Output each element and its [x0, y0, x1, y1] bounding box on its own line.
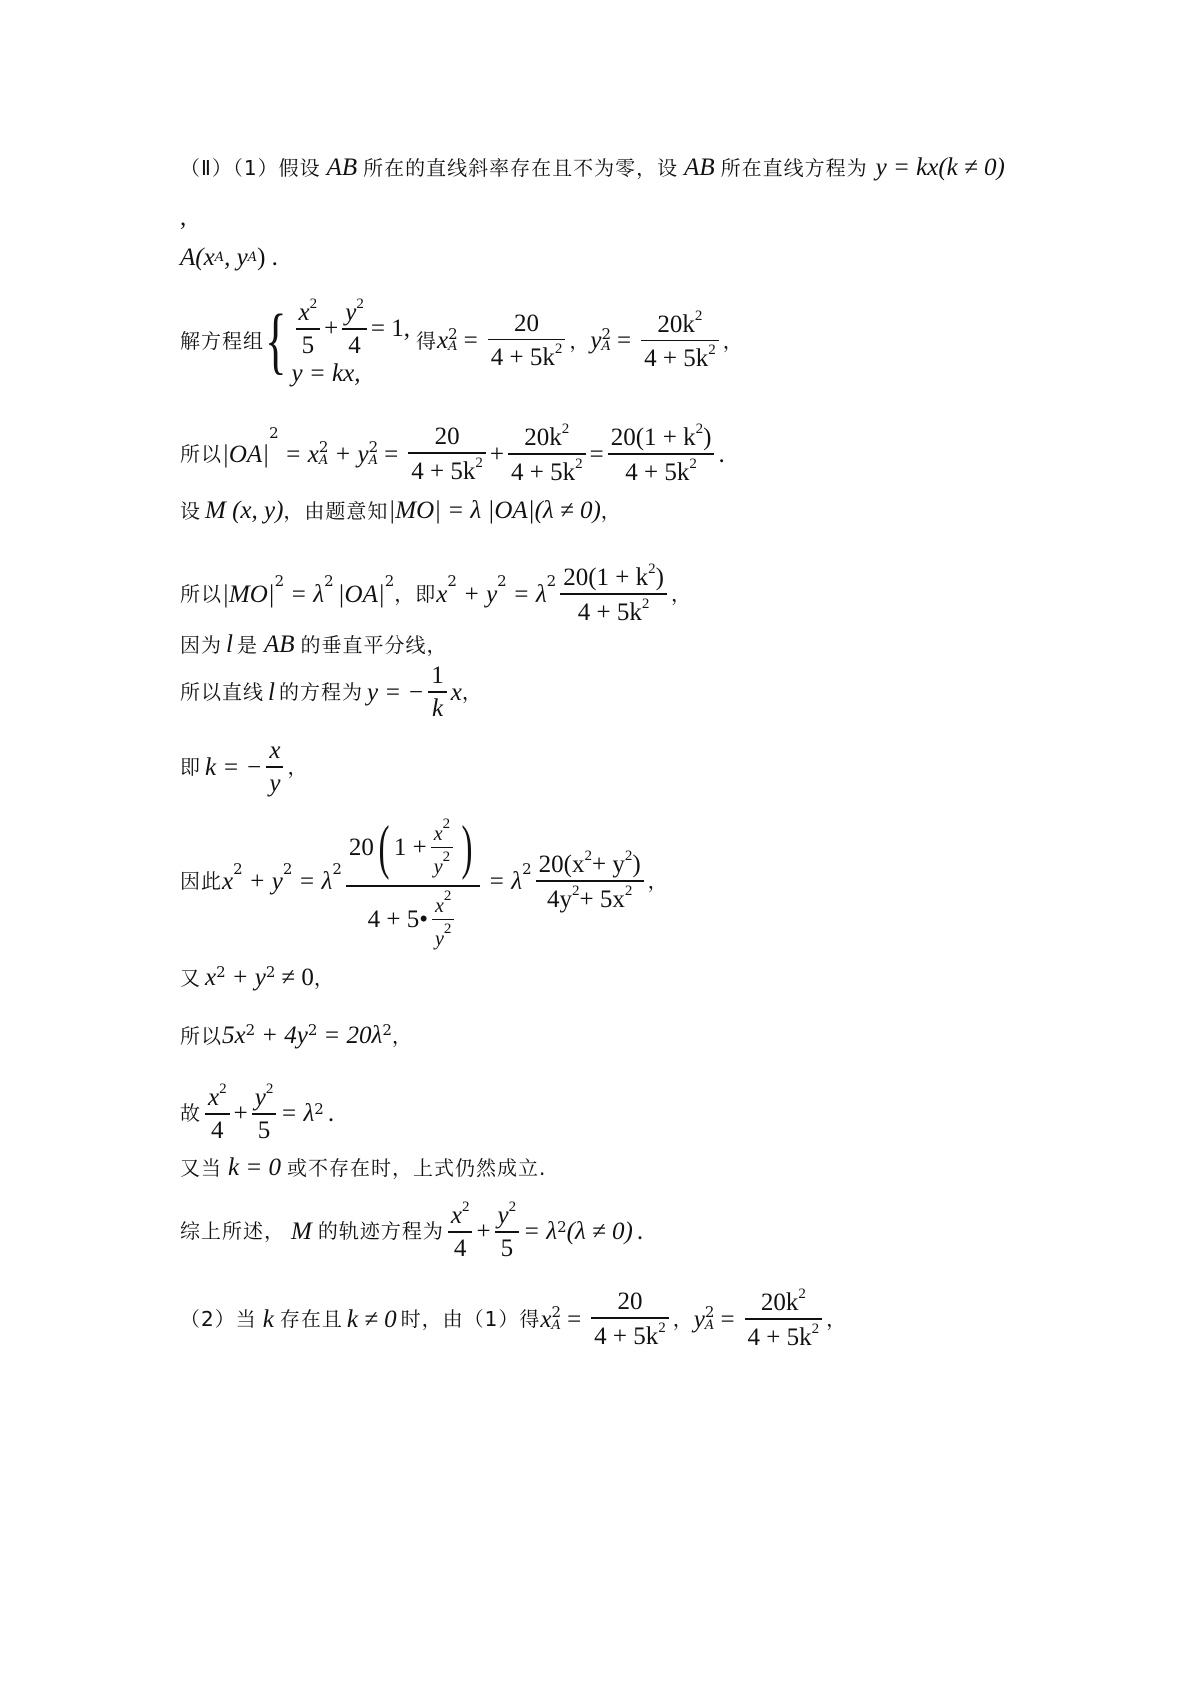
text: ，即: [394, 582, 437, 606]
line-9: [180, 660, 483, 724]
math: y = kx,: [291, 360, 361, 387]
fraction: $\frac{y^2}{5}$: [252, 1080, 277, 1146]
math: + y: [462, 580, 498, 608]
line-3: [180, 245, 278, 270]
text: ，: [313, 965, 335, 990]
text: 因此: [180, 869, 222, 893]
math: l: [268, 678, 275, 706]
line-14: 故 $\frac{x^2}{4}$ + $\frac{y^2}{5}$ = λ 2 .: [180, 1080, 334, 1146]
fraction: $\frac{20(x^2+ y^2)}{4y^2+ 5x^2}$: [536, 847, 644, 915]
text: 解方程组: [180, 328, 264, 353]
fraction: $\frac{x^2}{4}$: [205, 1080, 230, 1146]
math: .: [718, 440, 725, 468]
line-1: [180, 155, 1005, 180]
text: ，: [826, 1307, 848, 1331]
math: =: [567, 1305, 582, 1333]
text: 所以: [180, 582, 222, 606]
math-equation: y = kx(k ≠ 0): [875, 154, 1005, 181]
math: .: [327, 1099, 335, 1127]
text: 的垂直平分线，: [300, 632, 448, 657]
text: ,: [180, 204, 187, 231]
text: 所以直线: [180, 680, 264, 704]
fraction: $\frac{20(1 + k^2)}{4 + 5k^2}$: [560, 560, 667, 628]
line-15: [180, 1155, 546, 1180]
math: = λ: [488, 867, 523, 895]
text: ，: [670, 582, 692, 606]
fraction: $\frac{y^2}{5}$: [495, 1198, 520, 1264]
math: =: [617, 327, 632, 354]
math: x: [540, 1305, 552, 1333]
math: k = 0: [228, 1154, 281, 1181]
math: |OA|: [222, 440, 270, 468]
text: 的方程为: [278, 680, 363, 704]
text: 存在且: [279, 1307, 343, 1331]
fraction: $\frac{20k^2}{4 + 5k^2}$: [745, 1285, 823, 1353]
text: ，: [722, 328, 744, 353]
text: 所在直线方程为: [720, 155, 868, 180]
text: 时，由（1）得: [400, 1307, 541, 1331]
fraction: $\frac{20k^2}{4 + 5k^2}$: [508, 420, 586, 488]
line-12: 又 x 2 + y 2 ≠ 0 ，: [180, 963, 335, 991]
math: AB: [684, 154, 715, 181]
math: = 1,: [370, 314, 410, 342]
math: + 4y: [261, 1022, 308, 1049]
math: +: [476, 1217, 491, 1245]
fraction: $\frac{20(1 + k^2)}{4 + 5k^2}$: [608, 420, 715, 488]
math: x: [436, 580, 448, 608]
math: ≠ 0: [281, 964, 314, 991]
equation-system: $\frac{x^2}{5}$ + $\frac{y^2}{4}$ = 1, y = kx,: [291, 296, 410, 387]
math: +: [233, 1099, 248, 1127]
text: 得: [415, 328, 437, 353]
line-8: [180, 632, 448, 657]
fraction: $\frac{x^2}{4}$: [448, 1198, 473, 1264]
math: M (x, y): [205, 497, 284, 524]
line-16: 综上所述， M 的轨迹方程为 $\frac{x^2}{4}$ + $\frac{y^2}{5}$ = λ 2 (λ ≠ 0) .: [180, 1198, 643, 1264]
math: x: [450, 678, 462, 706]
complex-fraction: 20 ( 1 + $\frac{x^2}{y^2}$ ) 4 + 5• $\frac{x^2}{y^2}$: [346, 810, 480, 952]
text: 因为: [180, 632, 222, 657]
math: AB: [326, 154, 358, 181]
fraction: $\frac{x}{y}$: [266, 735, 283, 799]
math: M: [291, 1217, 312, 1245]
math: = λ: [523, 1217, 558, 1245]
math: k ≠ 0: [346, 1305, 397, 1333]
text: 故: [180, 1101, 201, 1125]
line-2: [180, 205, 186, 230]
text: 又当: [180, 1155, 222, 1180]
math: y: [693, 1305, 705, 1333]
text: 又: [180, 965, 201, 990]
fraction: $\frac{20}{4 + 5k^2}$: [591, 1286, 669, 1352]
line-4: 解方程组 { $\frac{x^2}{5}$ + $\frac{y^2}{4}$ = 1, y = kx, 得 x 2 A = $\frac{20}{4 + 5k^2}$ ， y 2 A = $\frac{20k^2}{4 + 5k^2}$ ，: [180, 296, 744, 387]
math: |MO| = λ |OA|(λ ≠ 0): [388, 497, 601, 524]
math: k: [262, 1305, 274, 1333]
fraction: $\frac{20k^2}{4 + 5k^2}$: [641, 307, 719, 375]
line-17: （2）当 k 存在且 k ≠ 0 时，由（1）得 x 2 A = $\frac{20}{4 + 5k^2}$ ， y 2 A = $\frac{20k^2}{4 + 5k^2}$ ，: [180, 1285, 847, 1353]
math: =: [720, 1305, 735, 1333]
text: ，由题意知: [283, 498, 389, 523]
line-11: 因此 x 2 + y 2 = λ 2 20 ( 1 + $\frac{x^2}{y^2}$ ) 4 + 5• $\frac{x^2}{y^2}$ = λ 2 $\frac{20(x^2+ y^2)}{4y^2+ 5x^2}$ ，: [180, 810, 669, 952]
math: + y: [334, 440, 369, 468]
text: ，: [569, 328, 591, 353]
text: （2）当: [180, 1307, 257, 1331]
math: .: [636, 1217, 644, 1245]
math: = x: [284, 440, 319, 468]
fraction: $\frac{y^2}{4}$: [342, 295, 367, 361]
math: |OA|: [337, 580, 385, 608]
math: = λ: [512, 580, 547, 608]
fraction: $\frac{1}{k}$: [428, 660, 447, 724]
text: 的轨迹方程为: [317, 1219, 444, 1243]
fraction: $\frac{20}{4 + 5k^2}$: [408, 421, 486, 487]
math: k = −: [205, 753, 263, 781]
line-10: [180, 735, 308, 799]
math: =: [384, 440, 399, 468]
math: , y: [224, 244, 248, 271]
math: ) .: [257, 244, 278, 271]
math: x: [205, 964, 217, 991]
text: 所以: [180, 1023, 222, 1048]
text: 设: [180, 498, 201, 523]
line-6: [180, 498, 622, 523]
text: ，: [287, 755, 309, 779]
text: 即: [180, 755, 201, 779]
math: = 20λ: [323, 1022, 383, 1049]
text: 所以: [180, 442, 222, 466]
math: = λ: [280, 1099, 315, 1127]
math: = λ: [298, 867, 333, 895]
text: 是: [236, 632, 258, 657]
math: 5x: [222, 1022, 246, 1049]
text: 所在的直线斜率存在且不为零，设: [363, 155, 679, 180]
fraction: $\frac{x^2}{5}$: [296, 295, 321, 361]
text: ，: [672, 1307, 694, 1331]
fraction: $\frac{20}{4 + 5k^2}$: [488, 308, 566, 374]
math-subscript: A: [214, 250, 225, 265]
text: 或不存在时，上式仍然成立.: [286, 1155, 547, 1180]
math: y = −: [366, 678, 425, 706]
math: AB: [263, 631, 295, 658]
text: 综上所述，: [180, 1219, 285, 1243]
math: x: [222, 867, 234, 895]
line-7: 所以 |MO| 2 = λ 2 |OA| 2 ，即 x 2 + y 2 = λ 2 $\frac{20(1 + k^2)}{4 + 5k^2}$ ，: [180, 560, 692, 628]
math: = λ: [290, 580, 325, 608]
text: ，: [600, 498, 622, 523]
math: y: [590, 327, 602, 354]
text: ，: [647, 869, 669, 893]
math: A(x: [180, 244, 215, 271]
line-5: 所以 |OA| 2 = x 2 A + y 2 A = $\frac{20}{4 + 5k^2}$ + $\frac{20k^2}{4 + 5k^2}$ = $\frac{20(1 + k^2)}{4 + 5k^2}$ .: [180, 420, 725, 488]
math: + y: [231, 964, 266, 991]
math: x: [436, 327, 449, 354]
math: =: [463, 327, 478, 354]
text: ，: [461, 680, 483, 704]
math: + y: [248, 867, 283, 895]
math-subscript: A: [247, 250, 258, 265]
line-13: 所以 5x 2 + 4y 2 = 20λ 2 ，: [180, 1021, 413, 1049]
text: （Ⅱ）（1）假设: [180, 155, 321, 180]
math: (λ ≠ 0): [566, 1217, 633, 1245]
math: l: [226, 631, 233, 658]
brace: {: [265, 299, 287, 382]
math: |MO|: [222, 580, 275, 608]
text: ，: [391, 1023, 413, 1048]
